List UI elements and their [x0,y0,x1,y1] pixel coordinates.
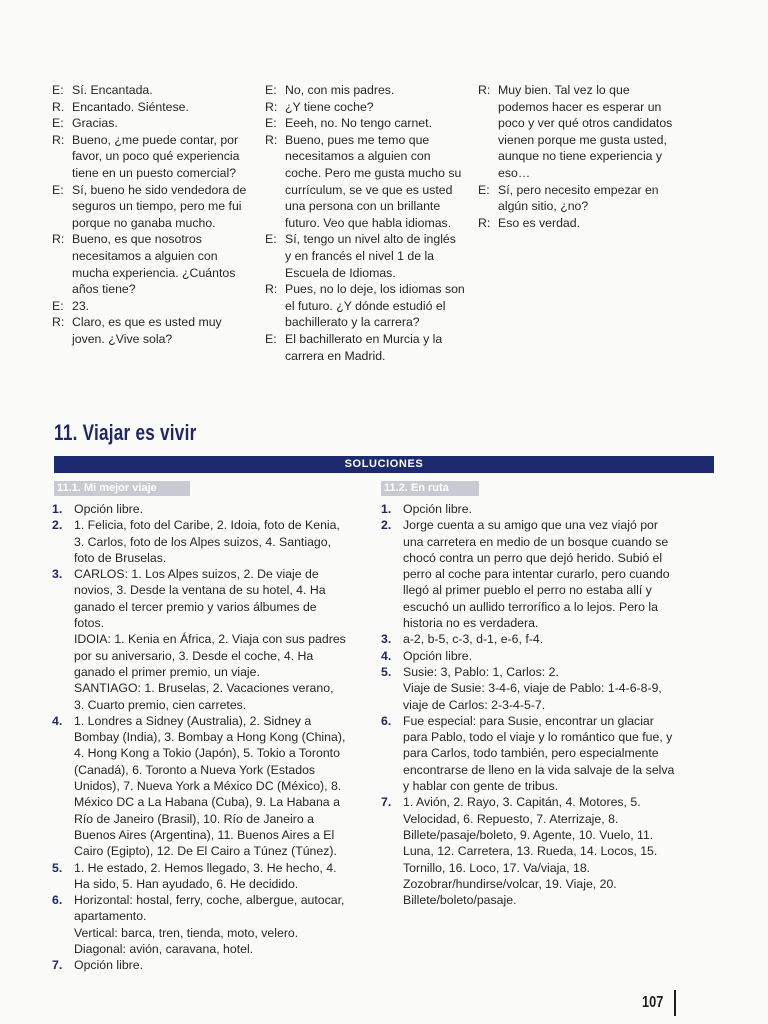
solution-item [381,664,677,713]
speaker-label: R: [478,83,491,97]
solution-item [381,501,677,517]
speaker-label: E: [265,116,277,131]
item-paragraph: Viaje de Susie: 3-4-6, viaje de Pablo: 1-4-6-8-9, viaje de Carlos: 2-3-4-5-7. [403,681,662,712]
item-body [74,892,347,957]
item-number: 1. [52,502,63,516]
speaker-label: E: [52,116,64,131]
dialogue-text: 23. [72,298,90,313]
page-number-rule [674,990,676,1016]
solution-item [52,517,347,566]
item-body [74,713,347,860]
item-number: 4. [52,713,63,728]
dialogue-text: Eso es verdad. [498,215,581,230]
item-number: 7. [381,795,392,810]
dialogue-text: El bachillerato en Murcia y la carrera en Madrid. [285,331,443,363]
dialogue-text: Claro, es que es usted muy joven. ¿Vive sola? [72,315,222,346]
dialogue-line [265,99,465,116]
item-paragraph: 1. He estado, 2. Hemos llegado, 3. He hecho, 4. Ha sido, 5. Han ayudado, 6. He decidido. [74,860,337,891]
item-paragraph: 1. Felicia, foto del Caribe, 2. Idoia, foto de Kenia, 3. Carlos, foto de los Alpes suizos, 4. Santiago, foto de Bruselas. [74,518,340,565]
speaker-label: R: [52,132,65,147]
dialogue-line [52,115,252,132]
dialogue-text: No, con mis padres. [285,83,395,97]
dialogue-line [478,215,676,232]
item-body [74,501,347,517]
item-paragraph: 1. Avión, 2. Rayo, 3. Capitán, 4. Motores, 5. Velocidad, 6. Repuesto, 7. Aterrizaje, 8. Billete/pasaje/boleto, 9. Agente, 10. Vuelo, 11. Luna, 12. Carretera, 13. Rueda, 14. Locos, 15. Tornillo, 16. Loco, 17. Va/viaja, 18. Zozobrar/hundirse/volcar, 19. Viaje, 20. Billete/boleto/pasaje. [403,795,658,908]
page-number: 107 [642,994,664,1011]
dialogue-line [478,182,676,215]
item-number: 3. [52,567,63,582]
dialogue-line [52,132,252,182]
subsection-heading-11-2: 11.2. En ruta [381,481,479,496]
item-body [403,501,677,517]
item-body [403,517,677,631]
item-number: 5. [381,664,392,679]
item-number: 2. [381,518,392,533]
solution-item [52,860,347,893]
solution-item [381,794,677,908]
item-paragraph: Opción libre. [403,648,473,663]
item-body [403,794,677,908]
dialogue-text: Sí, pero necesito empezar en algún sitio, ¿no? [498,182,659,214]
speaker-label: E: [265,232,277,247]
section-title: 11. Viajar es vivir [54,420,197,445]
item-body [403,664,677,713]
dialogue-line [265,331,465,364]
dialogue-text: Encantado. Siéntese. [72,99,189,114]
item-body [403,713,677,794]
item-body [403,631,677,647]
speaker-label: R. [52,99,65,114]
speaker-label: R: [52,232,65,247]
speaker-label: R: [265,99,278,114]
speaker-label: R: [265,282,278,297]
item-body [74,517,347,566]
dialogue-line [52,231,252,297]
dialogue-text: Sí, tengo un nivel alto de inglés y en francés el nivel 1 de la Escuela de Idiomas. [285,232,456,280]
item-paragraph: CARLOS: 1. Los Alpes suizos, 2. De viaje de novios, 3. Desde la ventana de su hotel, 4. Ha ganado el tercer premio y varios álbumes de fotos. [74,567,326,631]
dialogue-line [265,231,465,281]
speaker-label: R: [265,132,278,147]
speaker-label: E: [52,83,64,97]
subsection-heading-11-1: 11.1. Mi mejor viaje [54,481,190,496]
item-paragraph: Opción libre. [74,958,144,973]
dialogue-text: Gracias. [72,116,118,131]
solutions-list-11-2 [381,501,677,908]
item-body [74,860,347,893]
item-body [403,648,677,664]
item-paragraph: Opción libre. [403,502,473,516]
dialogue-line [265,115,465,132]
item-number: 5. [52,860,63,875]
dialogue-text: Bueno, ¿me puede contar, por favor, un poco qué experiencia tiene en un puesto comercial? [72,132,240,180]
item-paragraph: 1. Londres a Sidney (Australia), 2. Sidney a Bombay (India), 3. Bombay a Hong Kong (China), 4. Hong Kong a Tokio (Japón), 5. Tokio a Toronto (Canadá), 6. Toronto a Nueva York (Estados Unidos), 7. Nueva York a México DC (México), 8. México DC a La Habana (Cuba), 9. La Habana a Río de Janeiro (Brasil), 10. Río de Janeiro a Buenos Aires (Argentina), 11. Buenos Aires a El Cairo (Egipto), 12. De El Cairo a Túnez (Túnez). [74,713,346,859]
dialogue-text: Bueno, pues me temo que necesitamos a alguien con coche. Pero me gusta mucho su currículum, se ve que es usted una persona con un brillante futuro. Veo que habla idiomas. [285,132,462,230]
dialogue-text: Bueno, es que nosotros necesitamos a alguien con mucha experiencia. ¿Cuántos años tiene? [72,232,236,297]
speaker-label: E: [265,83,277,97]
solution-item [381,517,677,631]
item-paragraph: Opción libre. [74,502,144,516]
dialogue-line [52,298,252,315]
solution-item [52,566,347,713]
item-number: 4. [381,648,392,663]
item-number: 2. [52,518,63,533]
solution-item [381,648,677,664]
item-paragraph: Fue especial: para Susie, encontrar un glaciar para Pablo, todo el viaje y lo romántico que fue, y para Carlos, todo también, pero especialmente encontrarse de lleno en la vida salvaje de la selva y hablar con gente de tribus. [403,713,675,794]
dialogue-line [265,132,465,232]
dialogue-line [478,82,676,182]
speaker-label: R: [52,315,65,330]
solution-item [52,713,347,860]
solution-item [52,957,347,973]
solution-item [381,713,677,794]
dialogue-line [265,281,465,331]
item-number: 3. [381,632,392,647]
item-paragraph: Jorge cuenta a su amigo que una vez viajó por una carretera en medio de un bosque cuando se chocó contra un perro que dejó herido. Subió el perro al coche para intentar curarlo, pero cuando llegó al primer pueblo el perro no estaba allí y escuchó un aullido terrorífico a lo lejos. Pero la historia no es verdadera. [403,518,670,631]
solution-item [52,501,347,517]
item-number: 6. [52,893,63,908]
item-body [74,957,347,973]
item-number: 1. [381,502,392,516]
speaker-label: E: [478,182,490,197]
dialogue-text: Sí. Encantada. [72,83,153,97]
item-number: 6. [381,713,392,728]
dialogue-text: ¿Y tiene coche? [285,99,374,114]
dialogue-line [52,314,252,347]
solution-item [52,892,347,957]
item-paragraph: IDOIA: 1. Kenia en África, 2. Viaja con sus padres por su aniversario, 3. Desde el coche, 4. Ha ganado el primer premio, un viaje. [74,632,346,679]
dialogue-column-1 [52,82,252,348]
dialogue-text: Pues, no lo deje, los idiomas son el futuro. ¿Y dónde estudió el bachillerato y la carrera? [285,282,465,330]
solutions-banner: SOLUCIONES [54,456,714,473]
dialogue-line [52,99,252,116]
speaker-label: R: [478,215,491,230]
item-paragraph: a-2, b-5, c-3, d-1, e-6, f-4. [403,632,544,647]
item-paragraph: Susie: 3, Pablo: 1, Carlos: 2. [403,664,559,679]
speaker-label: E: [52,182,64,197]
dialogue-column-2 [265,82,465,364]
dialogue-text: Sí, bueno he sido vendedora de seguros un tiempo, pero me fui porque no ganaba mucho. [72,182,247,230]
solutions-list-11-1 [52,501,347,974]
dialogue-column-3 [478,82,676,231]
item-paragraph: Horizontal: hostal, ferry, coche, albergue, autocar, apartamento. [74,893,345,924]
dialogue-text: Muy bien. Tal vez lo que podemos hacer es esperar un poco y ver qué otros candidatos vienen porque me gusta usted, aunque no tiene experiencia y eso… [498,83,673,180]
dialogue-line [52,182,252,232]
speaker-label: E: [52,298,64,313]
item-paragraph: Vertical: barca, tren, tienda, moto, velero. [74,925,299,940]
dialogue-line [265,82,465,99]
dialogue-line [52,82,252,99]
solution-item [381,631,677,647]
speaker-label: E: [265,331,277,346]
dialogue-text: Eeeh, no. No tengo carnet. [285,116,432,131]
item-paragraph: SANTIAGO: 1. Bruselas, 2. Vacaciones verano, 3. Cuarto premio, cien carretes. [74,681,334,712]
item-body [74,566,347,713]
item-number: 7. [52,958,63,973]
item-paragraph: Diagonal: avión, caravana, hotel. [74,942,254,957]
